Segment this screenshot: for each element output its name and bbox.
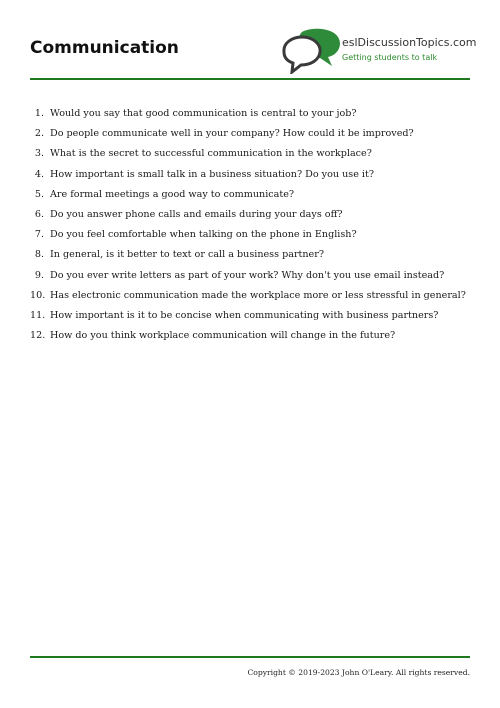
question-number: 3. [34, 148, 44, 160]
question-number: 4. [34, 168, 44, 180]
page-header [30, 0, 477, 80]
question-text: Do people communicate well in your company? How could it be improved? [50, 128, 414, 140]
question-item [30, 185, 470, 205]
question-item [30, 326, 470, 346]
question-text: Do you feel comfortable when talking on the phone in English? [50, 229, 357, 241]
question-item [30, 104, 470, 124]
question-number: 10. [30, 289, 46, 301]
page-title: Communication [30, 38, 179, 58]
question-item [30, 225, 470, 245]
question-number: 9. [34, 269, 44, 281]
question-text: Do you ever write letters as part of your work? Why don't you use email instead? [50, 269, 445, 281]
question-text: In general, is it better to text or call a business partner? [50, 249, 324, 261]
question-item [30, 245, 470, 265]
speech-bubbles-icon [280, 28, 342, 74]
question-number: 1. [34, 108, 44, 119]
question-number: 5. [34, 188, 44, 200]
question-text: Would you say that good communication is central to your job? [50, 108, 357, 119]
question-item [30, 266, 470, 286]
question-item [30, 144, 470, 164]
question-number: 2. [34, 128, 44, 140]
question-text: How important is small talk in a business situation? Do you use it? [50, 168, 374, 180]
question-text: How important is it to be concise when communicating with business partners? [50, 309, 439, 321]
question-number: 12. [30, 330, 46, 342]
question-number: 7. [34, 229, 44, 241]
footer-divider [30, 656, 470, 658]
question-text: Are formal meetings a good way to communicate? [50, 188, 295, 200]
question-item [30, 286, 470, 306]
question-number: 8. [34, 249, 44, 261]
question-list [30, 104, 470, 346]
question-item [30, 165, 470, 185]
header-divider [30, 78, 470, 80]
question-item [30, 205, 470, 225]
copyright-notice: Copyright © 2019-2023 John O'Leary. All rights reserved. [247, 668, 470, 677]
question-item [30, 124, 470, 144]
question-number: 6. [34, 208, 44, 220]
question-text: Has electronic communication made the workplace more or less stressful in general? [50, 289, 466, 301]
question-item [30, 306, 470, 326]
question-text: How do you think workplace communication will change in the future? [50, 330, 396, 342]
brand-name: eslDiscussionTopics.com [342, 36, 477, 49]
question-text: What is the secret to successful communication in the workplace? [50, 148, 372, 160]
site-logo[interactable] [280, 28, 477, 74]
question-text: Do you answer phone calls and emails during your days off? [50, 208, 343, 220]
question-number: 11. [30, 309, 46, 321]
brand-tagline: Getting students to talk [342, 53, 438, 62]
